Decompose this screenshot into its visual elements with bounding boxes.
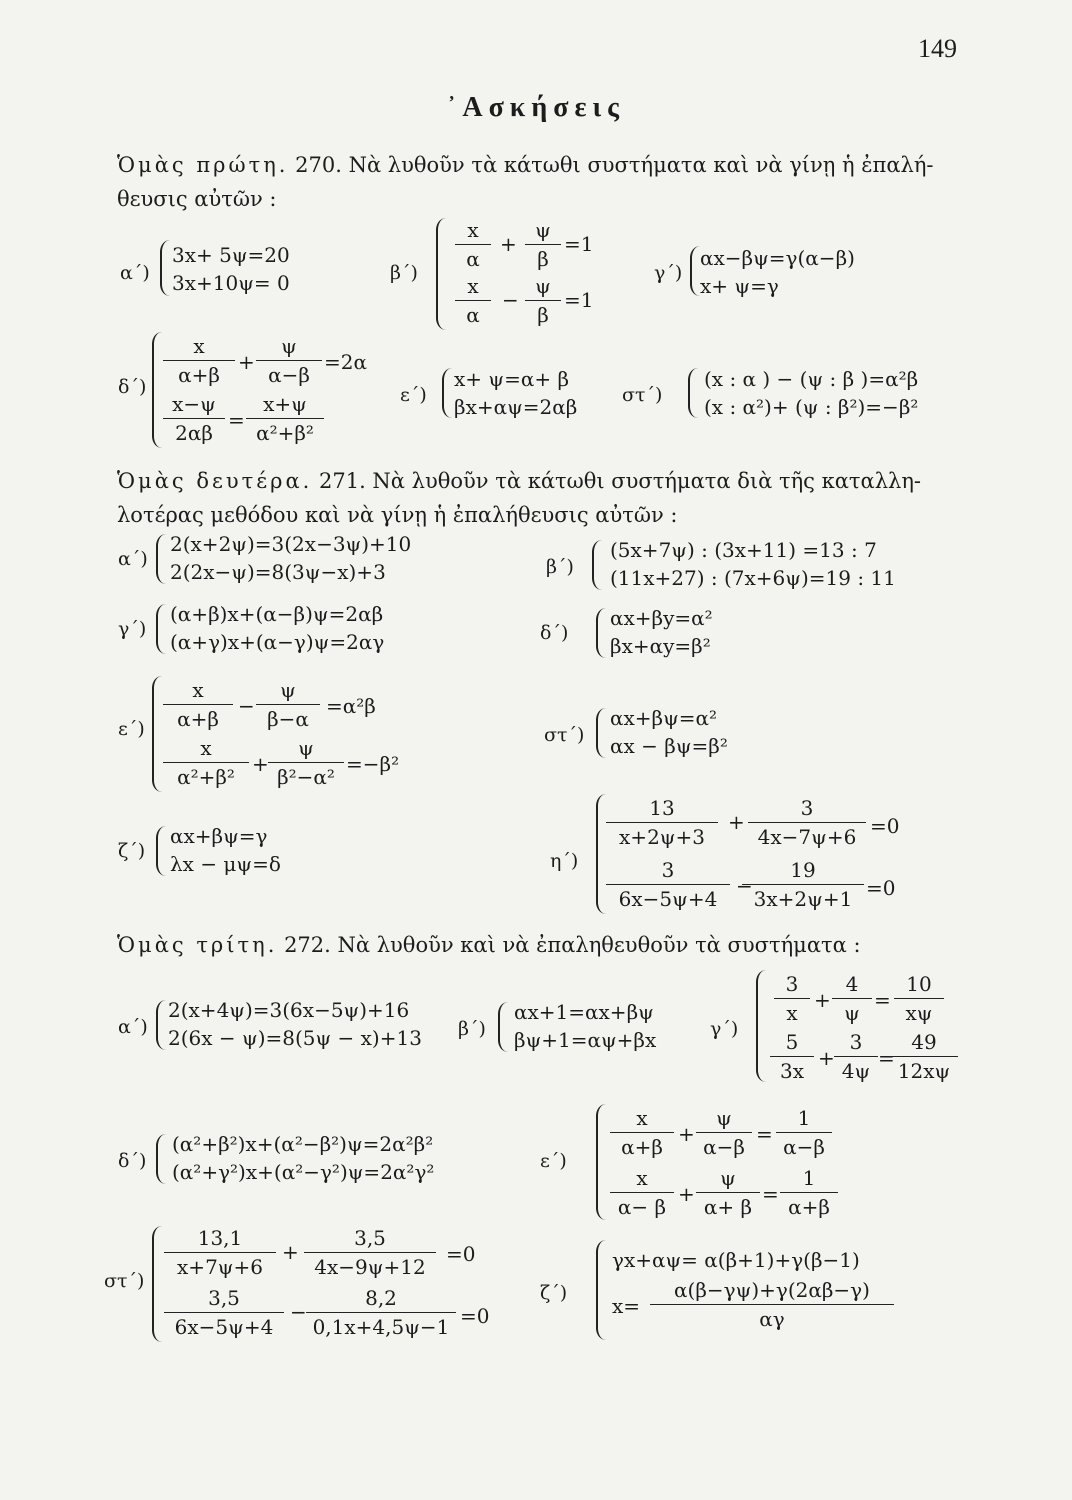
ex270b-label: β΄)	[390, 262, 418, 284]
ex272e-brace	[596, 1104, 606, 1220]
group3-title: Ὁμὰς τρίτη.	[117, 933, 278, 957]
ex271c-eq2: (α+γ)x+(α−γ)ψ=2αγ	[170, 630, 385, 654]
ex270e-eq1: x+ ψ=α+ β	[454, 367, 570, 391]
ex270c-label: γ΄)	[654, 262, 683, 284]
ex271a-eq1: 2(x+2ψ)=3(2x−3ψ)+10	[170, 532, 412, 556]
ex272c-brace	[756, 970, 766, 1082]
ex270c-brace	[690, 246, 700, 296]
ex271c-eq1: (α+β)x+(α−β)ψ=2αβ	[170, 602, 384, 626]
ex270c-eq2: x+ ψ=γ	[700, 274, 779, 298]
ex272c-op2: +	[818, 1046, 835, 1070]
ex271h-op2: −	[736, 874, 753, 898]
ex270d-frac3: $\frac{x-\psi}{2\alpha\beta}$	[163, 392, 225, 445]
ex270b-rhs1: =1	[564, 232, 594, 256]
ex271e-frac1: $\frac{x}{\alpha+\beta}$	[163, 678, 233, 731]
ex271e-op1: −	[238, 694, 255, 718]
ex271c-brace	[156, 604, 166, 654]
ex270a-label: α΄)	[120, 262, 150, 284]
ex272e-frac3: $\frac{x}{\alpha- \beta}$	[610, 1166, 674, 1219]
ex272g-brace	[596, 1240, 606, 1340]
ex272f-rhs1: =0	[446, 1242, 476, 1266]
ex272a-brace	[156, 1000, 166, 1050]
group3-intro	[117, 928, 977, 962]
ex271h-brace	[596, 794, 606, 914]
ex270d-op2: =	[228, 408, 245, 432]
ex272b-label: β΄)	[458, 1018, 486, 1040]
ex270d-frac4: $\frac{x+\psi}{\text{α²+β²}}$	[246, 392, 324, 445]
ex272c-op1: +	[814, 988, 831, 1012]
ex270b-op1: +	[500, 232, 517, 256]
ex272b-eq2: βψ+1=αψ+βx	[514, 1028, 657, 1052]
ex271h-rhs1: =0	[870, 814, 900, 838]
group2-text-a: 271. Νὰ λυθοῦν τὰ κάτωθι συστήματα διὰ τῆς καταλλη-	[312, 469, 922, 493]
ex271d-brace	[596, 608, 606, 658]
ex270d-brace	[152, 332, 162, 448]
ex271e-rhs2: =−β²	[346, 752, 400, 776]
ex272f-op2: −	[290, 1300, 307, 1324]
group2-intro	[117, 464, 977, 532]
ex272f-label: στ΄)	[104, 1270, 145, 1292]
ex270e-label: ε΄)	[400, 384, 427, 406]
ex271h-frac4: $\frac{19}{3x+2\psi+1}$	[742, 858, 864, 911]
ex272d-label: δ΄)	[118, 1150, 147, 1172]
ex270b-op2: −	[502, 288, 519, 312]
ex270a-eq2: 3x+10ψ= 0	[172, 271, 290, 295]
ex272b-eq1: αx+1=αx+βψ	[514, 1000, 654, 1024]
ex270b-frac2: $\frac{\psi}{\beta}$	[525, 218, 561, 271]
ex271h-op1: +	[728, 810, 745, 834]
ex271g-eq1: αx+βψ=γ	[170, 824, 268, 848]
ex270e-brace	[442, 368, 452, 418]
ex271e-label: ε΄)	[118, 718, 145, 740]
ex271b-brace	[592, 540, 602, 590]
ex270b-frac3: $\frac{x}{\alpha}$	[455, 274, 491, 327]
page-heading: ᾿Ασκήσεις	[447, 92, 625, 123]
group2-text-b: λοτέρας μεθόδου καὶ νὰ γίνῃ ἡ ἐπαλήθευσις αὐτῶν :	[117, 503, 678, 527]
ex270b-frac4: $\frac{\psi}{\beta}$	[525, 274, 561, 327]
ex272c-frac4: $\frac{3}{4\psi}$	[834, 1030, 878, 1083]
group1-intro	[117, 148, 977, 216]
ex272e-op2: +	[678, 1182, 695, 1206]
ex270d-rhs1: =2α	[324, 350, 367, 374]
group1-text-b: θευσις αὐτῶν :	[117, 187, 277, 211]
ex270d-frac2: $\frac{\psi}{\alpha-\beta}$	[256, 334, 322, 387]
ex270f-brace	[688, 368, 698, 418]
ex270f-eq2: (x : α²)+ (ψ : β²)=−β²	[704, 395, 919, 419]
ex271f-brace	[596, 708, 606, 758]
ex272c-eq2: =	[878, 1046, 895, 1070]
ex271b-eq1: (5x+7ψ) : (3x+11) =13 : 7	[610, 538, 877, 562]
ex271f-label: στ΄)	[544, 724, 585, 746]
ex271h-frac1: $\frac{13}{x+2\psi+3}$	[606, 796, 718, 849]
ex270b-brace	[436, 218, 446, 330]
ex270d-op1: +	[238, 350, 255, 374]
ex272g-x-eq: x=	[612, 1294, 641, 1318]
ex271e-brace	[152, 676, 162, 792]
ex272f-op1: +	[282, 1240, 299, 1264]
ex272e-label: ε΄)	[540, 1150, 567, 1172]
ex271d-label: δ΄)	[540, 622, 569, 644]
ex272g-eq1: γx+αψ= α(β+1)+γ(β−1)	[612, 1248, 860, 1272]
ex272e-frac6: $\frac{1}{\alpha+\beta}$	[780, 1166, 838, 1219]
ex272f-frac1: $\frac{13,1}{x+7\psi+6}$	[164, 1226, 276, 1279]
ex272c-frac2: $\frac{4}{\psi}$	[832, 972, 872, 1025]
ex271d-eq1: αx+βy=α²	[610, 606, 713, 630]
ex270a-brace	[160, 240, 170, 296]
ex272e-frac2: $\frac{\psi}{\alpha-\beta}$	[696, 1106, 752, 1159]
ex270a-eq1: 3x+ 5ψ=20	[172, 243, 290, 267]
group3-text-a: 272. Νὰ λυθοῦν καὶ νὰ ἐπαληθευθοῦν τὰ συστήματα :	[277, 933, 861, 957]
page-number: 149	[918, 34, 957, 63]
ex272e-frac5: $\frac{1}{\alpha-\beta}$	[776, 1106, 832, 1159]
ex272c-frac5: $\frac{10}{x\psi}$	[894, 972, 944, 1025]
ex270c-eq1: αx−βψ=γ(α−β)	[700, 246, 855, 270]
ex272f-rhs2: =0	[460, 1304, 490, 1328]
ex271f-eq1: αx+βψ=α²	[610, 706, 718, 730]
ex271a-label: α΄)	[118, 548, 148, 570]
ex272g-label: ζ΄)	[540, 1282, 568, 1304]
ex271h-label: η΄)	[550, 850, 579, 872]
ex272d-brace	[156, 1134, 166, 1184]
ex272a-eq1: 2(x+4ψ)=3(6x−5ψ)+16	[168, 998, 410, 1022]
ex272f-frac4: $\frac{8,2}{0,1x+4,5\psi-1}$	[306, 1286, 456, 1339]
ex271h-frac2: $\frac{3}{4x-7\psi+6}$	[748, 796, 866, 849]
ex271g-label: ζ΄)	[118, 840, 146, 862]
ex272d-eq1: (α²+β²)x+(α²−β²)ψ=2α²β²	[172, 1132, 434, 1156]
ex272d-eq2: (α²+γ²)x+(α²−γ²)ψ=2α²γ²	[172, 1160, 435, 1184]
ex272f-brace	[152, 1226, 162, 1342]
ex270b-frac1: $\frac{x}{\alpha}$	[455, 218, 491, 271]
group1-title: Ὁμὰς πρώτη.	[117, 153, 289, 177]
ex272f-frac3: $\frac{3,5}{6x-5\psi+4}$	[164, 1286, 284, 1339]
ex272f-frac2: $\frac{3,5}{4x-9\psi+12}$	[304, 1226, 436, 1279]
ex270d-frac1: $\frac{x}{\alpha+\beta}$	[163, 334, 235, 387]
ex272b-brace	[498, 1002, 508, 1052]
ex271e-op2: +	[252, 752, 269, 776]
group1-text-a: 270. Νὰ λυθοῦν τὰ κάτωθι συστήματα καὶ νὰ γίνῃ ἡ ἐπαλή-	[288, 153, 934, 177]
ex272c-frac3: $\frac{5}{3x}$	[770, 1030, 814, 1083]
ex270b-rhs2: =1	[564, 288, 594, 312]
ex271d-eq2: βx+αy=β²	[610, 634, 711, 658]
ex271h-frac3: $\frac{3}{6x-5\psi+4}$	[606, 858, 730, 911]
group2-title: Ὁμὰς δευτέρα.	[117, 469, 313, 493]
ex272c-frac6: $\frac{49}{12x\psi}$	[890, 1030, 958, 1083]
ex272c-label: γ΄)	[710, 1018, 739, 1040]
ex272c-frac1: $\frac{3}{x}$	[774, 972, 810, 1025]
ex270f-eq1: (x : α ) − (ψ : β )=α²β	[704, 367, 919, 391]
ex272a-eq2: 2(6x − ψ)=8(5ψ − x)+13	[168, 1026, 422, 1050]
ex272e-frac1: $\frac{x}{\alpha+\beta}$	[610, 1106, 674, 1159]
ex272a-label: α΄)	[118, 1016, 148, 1038]
ex271a-brace	[156, 534, 166, 584]
ex271g-eq2: λx − μψ=δ	[170, 852, 281, 876]
ex271e-frac2: $\frac{\psi}{\beta-\alpha}$	[256, 678, 320, 731]
ex271e-rhs1: =α²β	[326, 694, 376, 718]
ex271f-eq2: αx − βψ=β²	[610, 734, 728, 758]
ex271g-brace	[156, 826, 166, 876]
ex271e-frac4: $\frac{\psi}{\text{β²−α²}}$	[268, 736, 344, 789]
ex271h-rhs2: =0	[866, 876, 896, 900]
ex272e-eq1: =	[756, 1122, 773, 1146]
ex270f-label: στ΄)	[622, 384, 663, 406]
ex270d-label: δ΄)	[118, 376, 147, 398]
ex271c-label: γ΄)	[118, 618, 147, 640]
ex270e-eq2: βx+αψ=2αβ	[454, 395, 578, 419]
ex272c-eq1: =	[874, 988, 891, 1012]
ex272g-frac: $\frac{\alpha(\beta-\gamma\psi)+\gamma(2\alpha\beta-\gamma)}{\alpha\gamma}$	[650, 1278, 894, 1331]
ex272e-op1: +	[678, 1122, 695, 1146]
ex271b-label: β΄)	[546, 556, 574, 578]
ex272e-eq2: =	[762, 1182, 779, 1206]
ex271b-eq2: (11x+27) : (7x+6ψ)=19 : 11	[610, 566, 896, 590]
ex271a-eq2: 2(2x−ψ)=8(3ψ−x)+3	[170, 560, 386, 584]
ex271e-frac3: $\frac{x}{\text{α²+β²}}$	[163, 736, 249, 789]
ex272e-frac4: $\frac{\psi}{\alpha+ \beta}$	[696, 1166, 760, 1219]
